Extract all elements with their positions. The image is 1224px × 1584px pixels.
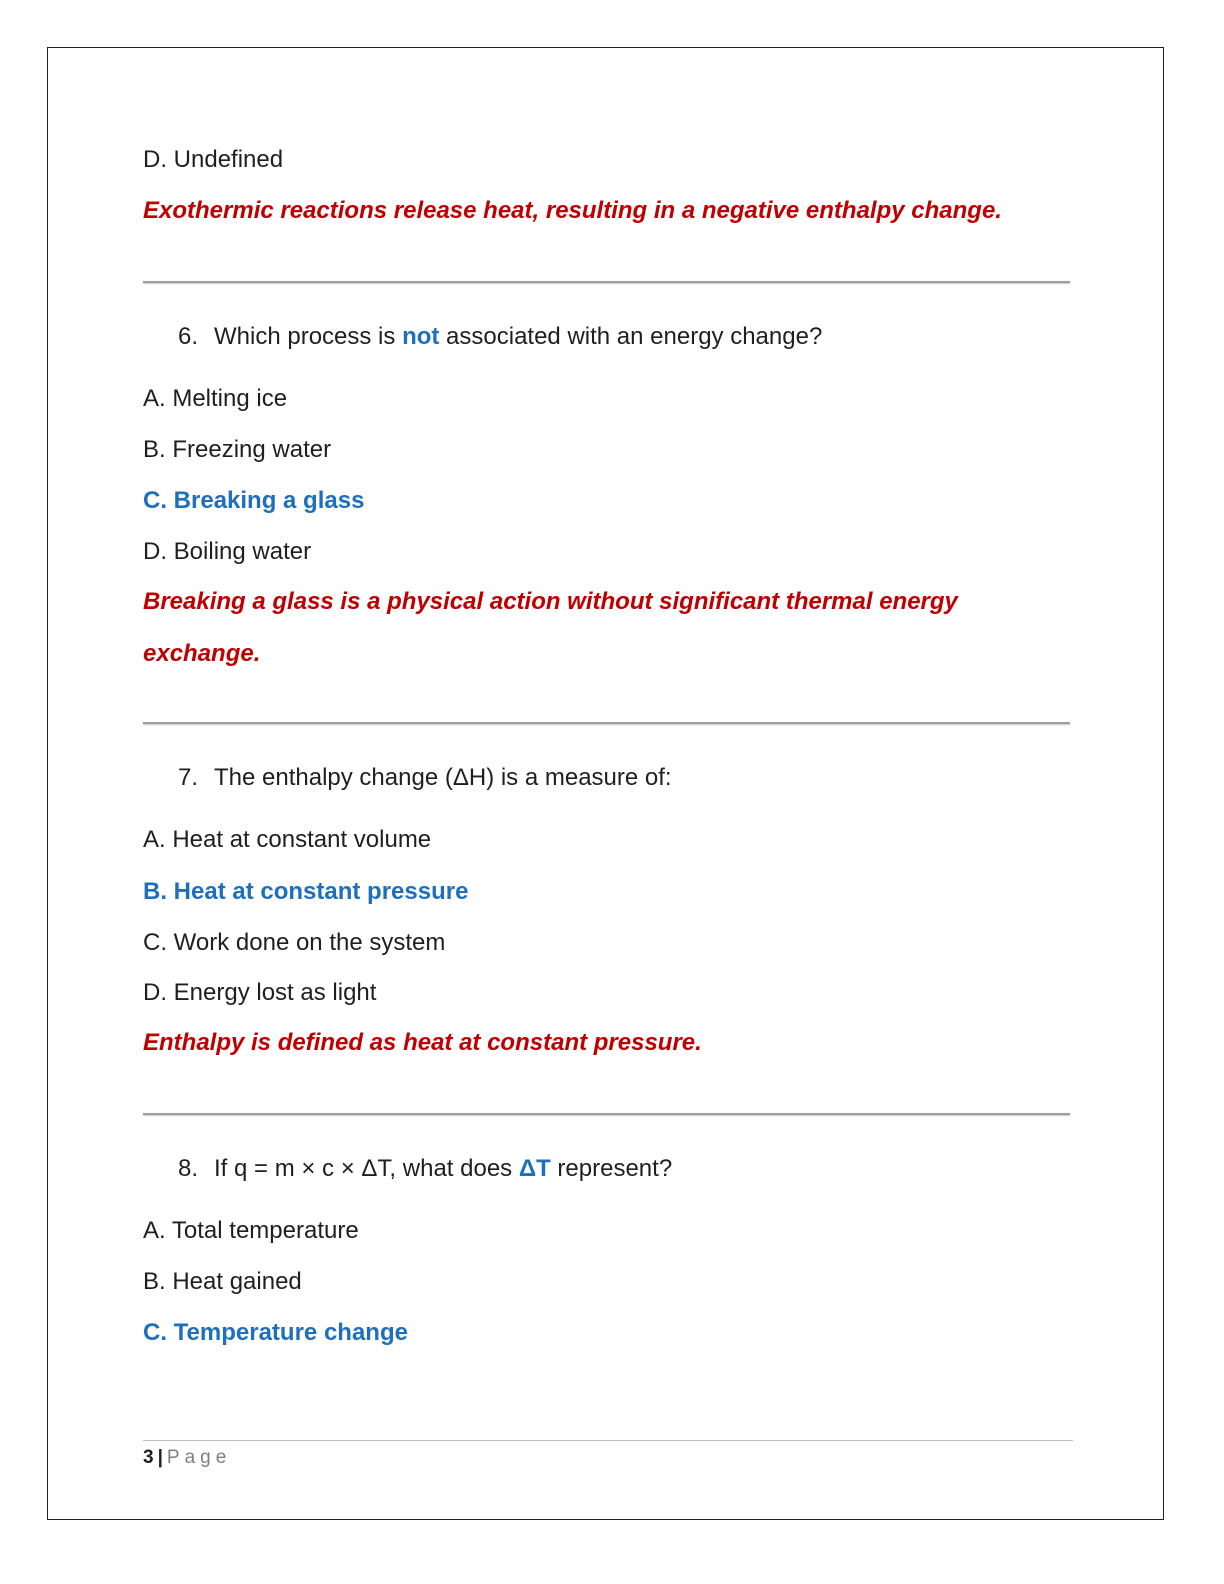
q8-option-b: B. Heat gained bbox=[143, 1268, 302, 1295]
page-number: 3 bbox=[143, 1447, 154, 1468]
q7-explanation: Enthalpy is defined as heat at constant pressure. bbox=[143, 1029, 702, 1056]
q8-option-a: A. Total temperature bbox=[143, 1217, 359, 1244]
q8-text-after: represent? bbox=[550, 1155, 673, 1182]
page-label: Page bbox=[166, 1447, 232, 1468]
separator bbox=[143, 281, 1070, 283]
q7-option-c: C. Work done on the system bbox=[143, 929, 446, 956]
q6-question bbox=[178, 322, 822, 352]
q6-explanation-line1: Breaking a glass is a physical action without significant thermal energy bbox=[143, 588, 958, 615]
page-footer bbox=[143, 1446, 231, 1470]
q8-highlight: ΔT bbox=[518, 1155, 551, 1182]
q7-number: 7. bbox=[178, 764, 199, 791]
q7-option-a: A. Heat at constant volume bbox=[143, 826, 432, 853]
footer-separator: | bbox=[157, 1447, 163, 1468]
q6-option-b: B. Freezing water bbox=[143, 436, 332, 463]
q6-explanation-line2: exchange. bbox=[143, 640, 261, 667]
separator bbox=[143, 1113, 1070, 1115]
q5-option-d: D. Undefined bbox=[143, 146, 284, 173]
q8-question bbox=[178, 1154, 672, 1184]
q6-option-d: D. Boiling water bbox=[143, 538, 312, 565]
q6-number: 6. bbox=[178, 323, 199, 350]
q8-text-before: If q = m × c × ΔT, what does bbox=[214, 1155, 519, 1182]
q6-highlight: not bbox=[402, 323, 440, 350]
q6-option-c-correct: C. Breaking a glass bbox=[143, 487, 365, 514]
q7-option-b-correct: B. Heat at constant pressure bbox=[143, 878, 469, 905]
q7-option-d: D. Energy lost as light bbox=[143, 979, 377, 1006]
q7-question bbox=[178, 763, 672, 793]
q6-text-after: associated with an energy change? bbox=[439, 323, 823, 350]
q6-option-a: A. Melting ice bbox=[143, 385, 288, 412]
q7-text: The enthalpy change (ΔH) is a measure of: bbox=[214, 764, 672, 791]
footer-rule bbox=[143, 1440, 1073, 1441]
separator bbox=[143, 722, 1070, 724]
q8-number: 8. bbox=[178, 1155, 199, 1182]
q8-option-c-correct: C. Temperature change bbox=[143, 1319, 408, 1346]
q6-text-before: Which process is bbox=[214, 323, 403, 350]
q5-explanation: Exothermic reactions release heat, resulting in a negative enthalpy change. bbox=[143, 197, 1002, 224]
